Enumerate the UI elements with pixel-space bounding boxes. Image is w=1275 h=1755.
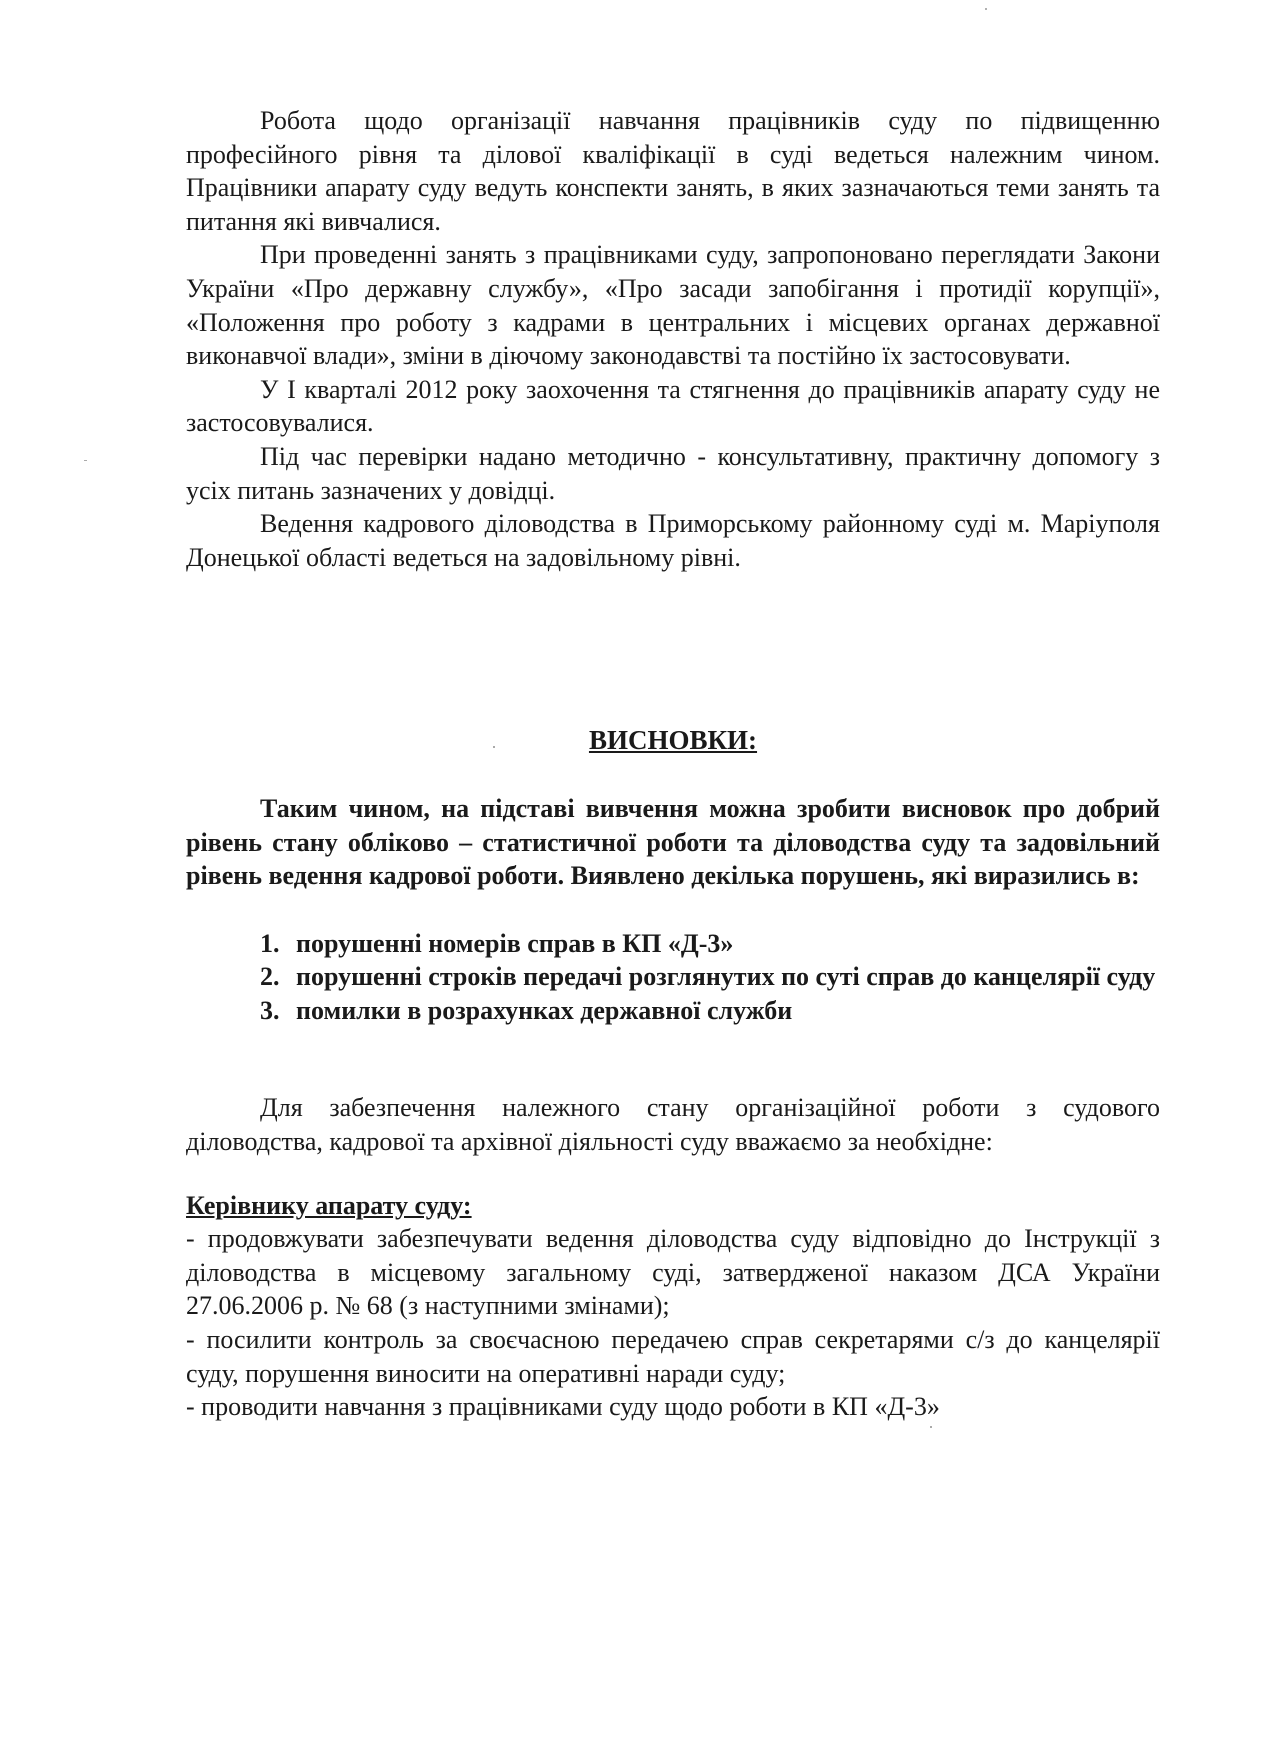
scan-speck: [84, 460, 87, 461]
recommendation-item: - продовжувати забезпечувати ведення діловодства суду відповідно до Інструкції з діловодства в місцевому загальному суді, затвердженої наказом ДСА України 27.06.2006 р. № 68 (з наступними змінами);: [186, 1224, 1160, 1321]
paragraph: При проведенні занять з працівниками суду, запропоновано переглядати Закони України «Про державну службу», «Про засади запобігання і протидії корупції», «Положення про роботу з кадрами в центральних і місцевих органах державної виконавчої влади», зміни в діючому законодавстві та постійно їх застосовувати.: [186, 240, 1160, 371]
paragraph: Робота щодо організації навчання працівників суду по підвищенню професійного рівня та ділової кваліфікації в суді ведеться належним чином. Працівники апарату суду ведуть конспекти занять, в яких зазначаються теми занять та питання які вивчалися.: [186, 106, 1160, 236]
recommendations-subhead: Керівнику апарату суду:: [186, 1190, 472, 1220]
recommendation-item: - посилити контроль за своєчасною передачею справ секретарями с/з до канцелярії суду, порушення виносити на оперативні наради суду;: [186, 1325, 1160, 1388]
list-item: [260, 960, 1160, 994]
recommendation-item: - проводити навчання з працівниками суду щодо роботи в КП «Д-3»: [186, 1392, 940, 1422]
list-item-number: 1.: [260, 928, 280, 958]
conclusions-heading: ВИСНОВКИ:: [588, 725, 758, 756]
spacer: [186, 1027, 1160, 1091]
list-item: [260, 994, 1160, 1028]
scan-speck: [930, 1426, 932, 1428]
paragraph: Під час перевірки надано методично - консультативну, практичну допомогу з усіх питань зазначених у довідці.: [186, 441, 1160, 505]
recommendations-intro: Для забезпечення належного стану організаційної роботи з судового діловодства, кадрової та архівної діяльності суду вважаємо за необхідне:: [186, 1093, 1160, 1157]
scan-speck: [985, 8, 987, 10]
spacer: [186, 574, 1160, 724]
paragraph: У І кварталі 2012 року заохочення та стягнення до працівників апарату суду не застосовувалися.: [186, 374, 1160, 438]
document-page: [186, 104, 1160, 1424]
recommendations-section: [186, 1091, 1160, 1423]
conclusions-section: [186, 724, 1160, 1027]
findings-list: [186, 927, 1160, 1028]
list-item-text: порушенні номерів справ в КП «Д-3»: [296, 928, 734, 958]
inspection-findings-section: [186, 104, 1160, 574]
list-item-text: порушенні строків передачі розглянутих по суті справ до канцелярії суду: [296, 962, 1156, 992]
list-item: [260, 927, 1160, 961]
paragraph: Ведення кадрового діловодства в Приморському районному суді м. Маріуполя Донецької області ведеться на задовільному рівні.: [186, 509, 1160, 572]
conclusions-intro: Таким чином, на підставі вивчення можна зробити висновок про добрий рівень стану обліково – статистичної роботи та діловодства суду та задовільний рівень ведення кадрової роботи. Виявлено декілька порушень, які виразились в:: [186, 793, 1160, 891]
list-item-number: 3.: [260, 995, 280, 1025]
list-item-text: помилки в розрахунках державної служби: [296, 995, 793, 1025]
list-item-number: 2.: [260, 962, 280, 992]
